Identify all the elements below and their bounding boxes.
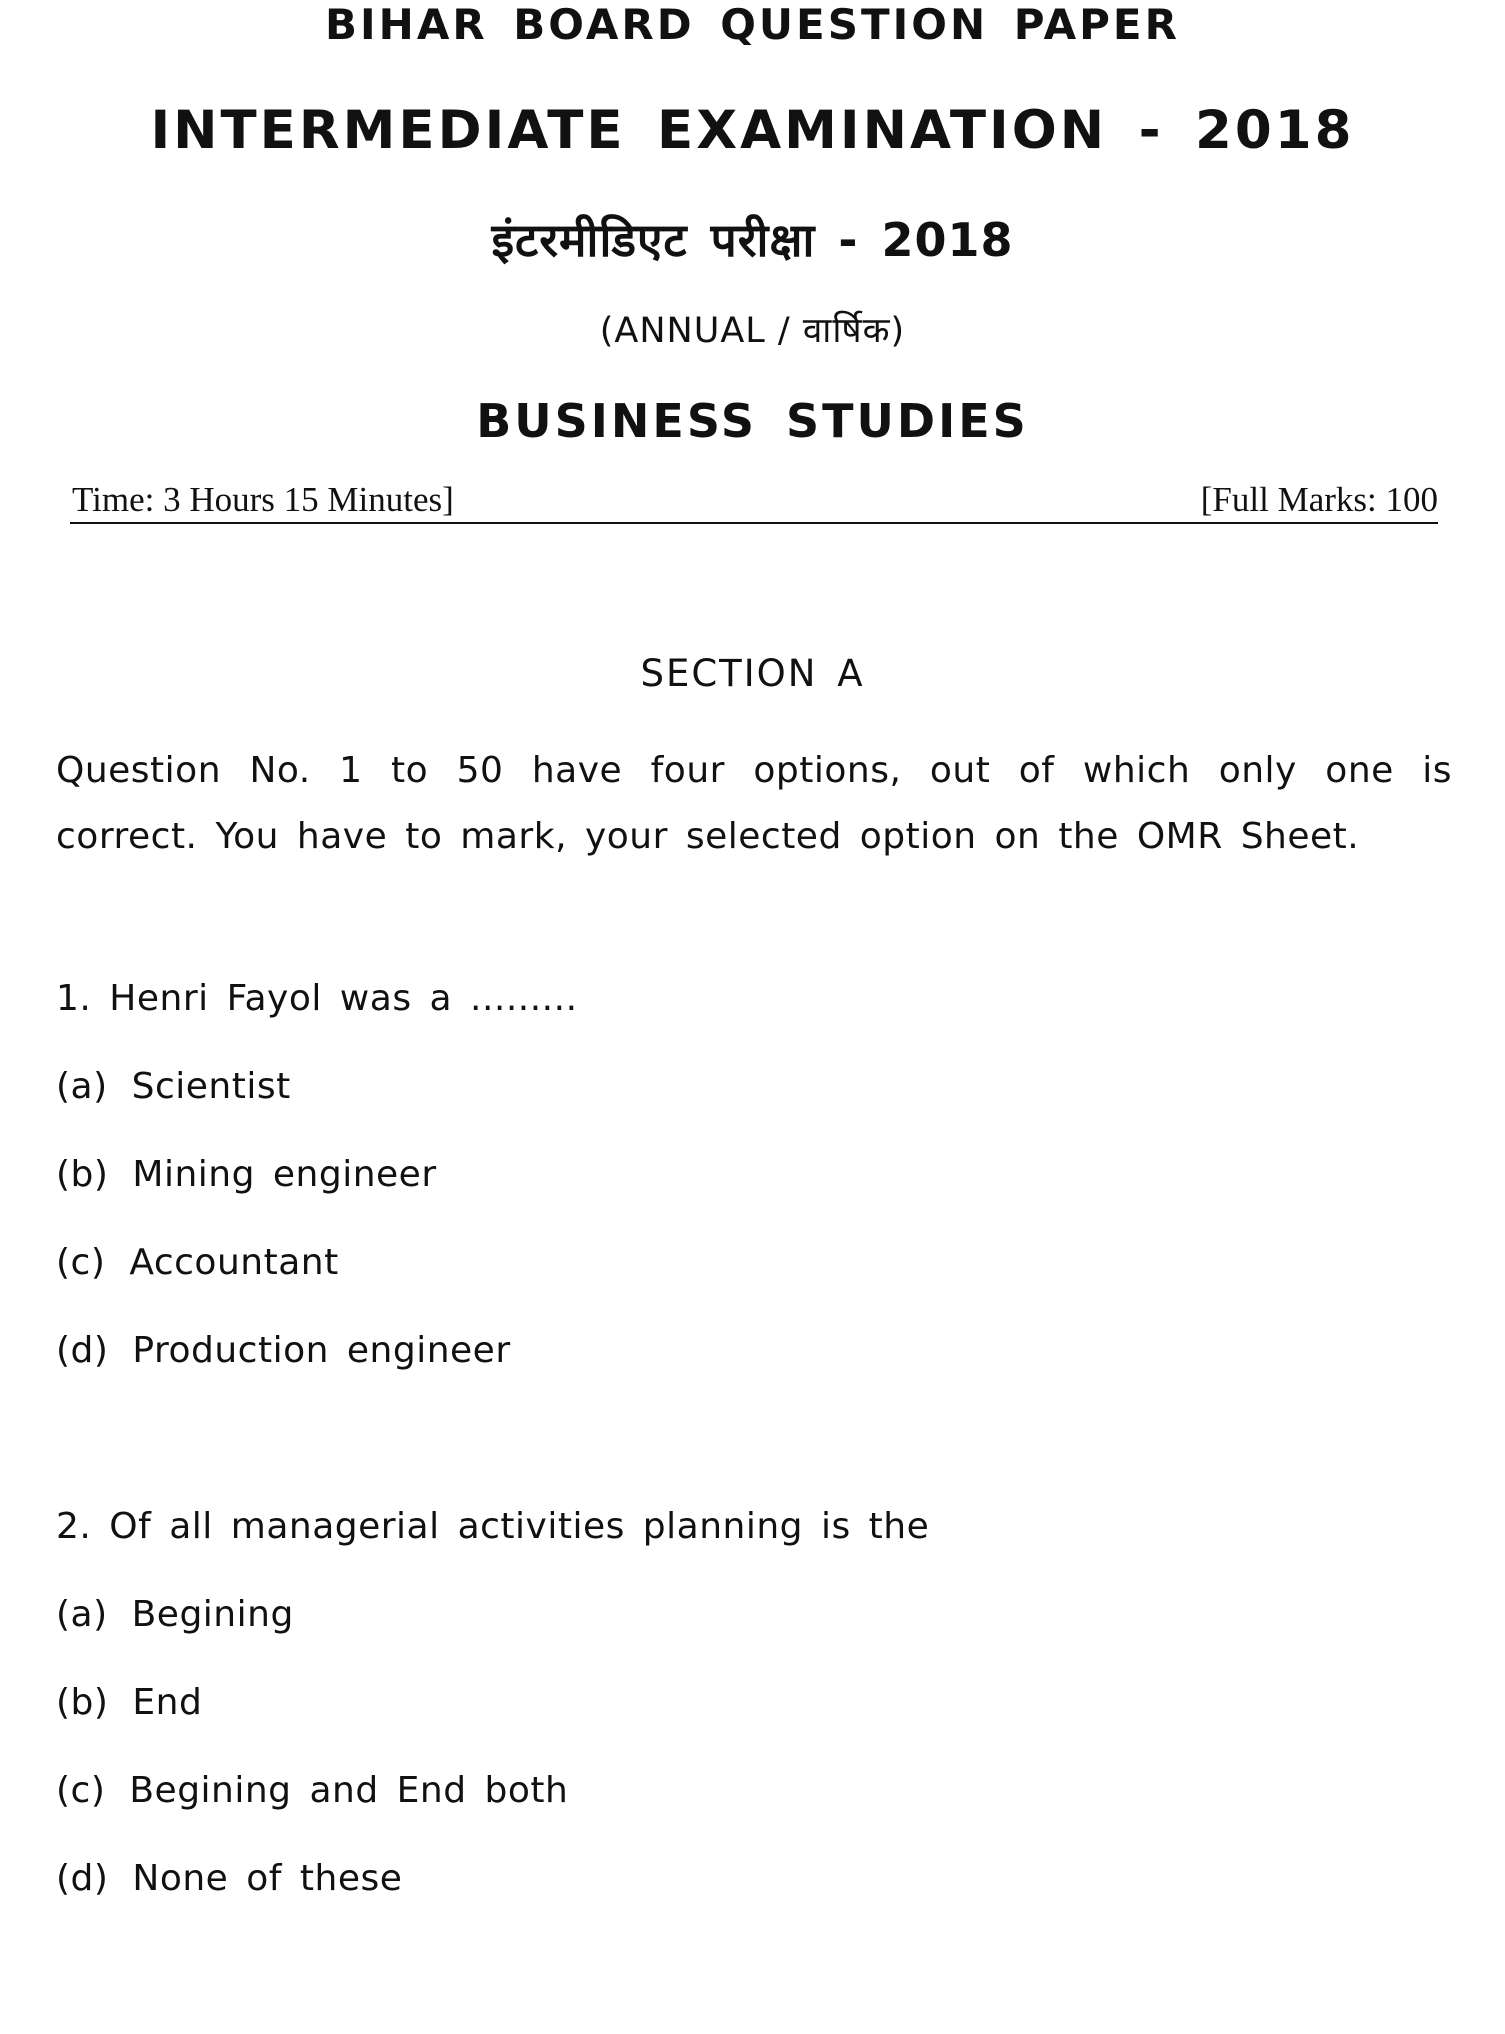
option-label: (a): [56, 1594, 108, 1635]
option-label: (d): [56, 1330, 109, 1371]
option-text: Accountant: [129, 1242, 339, 1283]
board-title: BIHAR BOARD QUESTION PAPER: [325, 0, 1180, 49]
question-1-option-b: [56, 1154, 437, 1195]
option-label: (a): [56, 1066, 108, 1107]
time-marks-row: [70, 478, 1438, 524]
subject-title: BUSINESS STUDIES: [476, 394, 1029, 448]
option-text: Mining engineer: [132, 1154, 437, 1195]
exam-title-hindi: इंटरमीडिएट परीक्षा - 2018: [491, 213, 1014, 267]
question-2-option-c: [56, 1770, 568, 1811]
question-2-option-a: [56, 1594, 294, 1635]
section-instructions: Question No. 1 to 50 have four options, out of which only one is correct. You have to mark, your selected option on the OMR Sheet.: [56, 750, 1452, 857]
question-2-option-b: [56, 1682, 202, 1723]
option-text: Begining and End both: [129, 1770, 569, 1811]
question-1: 1. Henri Fayol was a .........: [56, 978, 578, 1019]
exam-title: INTERMEDIATE EXAMINATION - 2018: [150, 100, 1355, 161]
option-text: End: [132, 1682, 203, 1723]
question-1-option-c: [56, 1242, 339, 1283]
option-label: (b): [56, 1682, 109, 1723]
option-text: Production engineer: [132, 1330, 511, 1371]
exam-session: (ANNUAL / वार्षिक): [599, 311, 906, 351]
question-2: 2. Of all managerial activities planning is the: [56, 1506, 930, 1547]
time-allowed: Time: 3 Hours 15 Minutes]: [72, 480, 454, 519]
option-text: Scientist: [131, 1066, 291, 1107]
option-label: (c): [56, 1242, 106, 1283]
option-text: Begining: [131, 1594, 294, 1635]
full-marks: [Full Marks: 100: [1200, 480, 1438, 519]
option-label: (d): [56, 1858, 109, 1899]
option-text: None of these: [132, 1858, 403, 1899]
question-1-option-a: [56, 1066, 291, 1107]
question-1-option-d: [56, 1330, 511, 1371]
option-label: (c): [56, 1770, 106, 1811]
section-title: SECTION A: [640, 652, 865, 695]
question-2-option-d: [56, 1858, 402, 1899]
option-label: (b): [56, 1154, 109, 1195]
